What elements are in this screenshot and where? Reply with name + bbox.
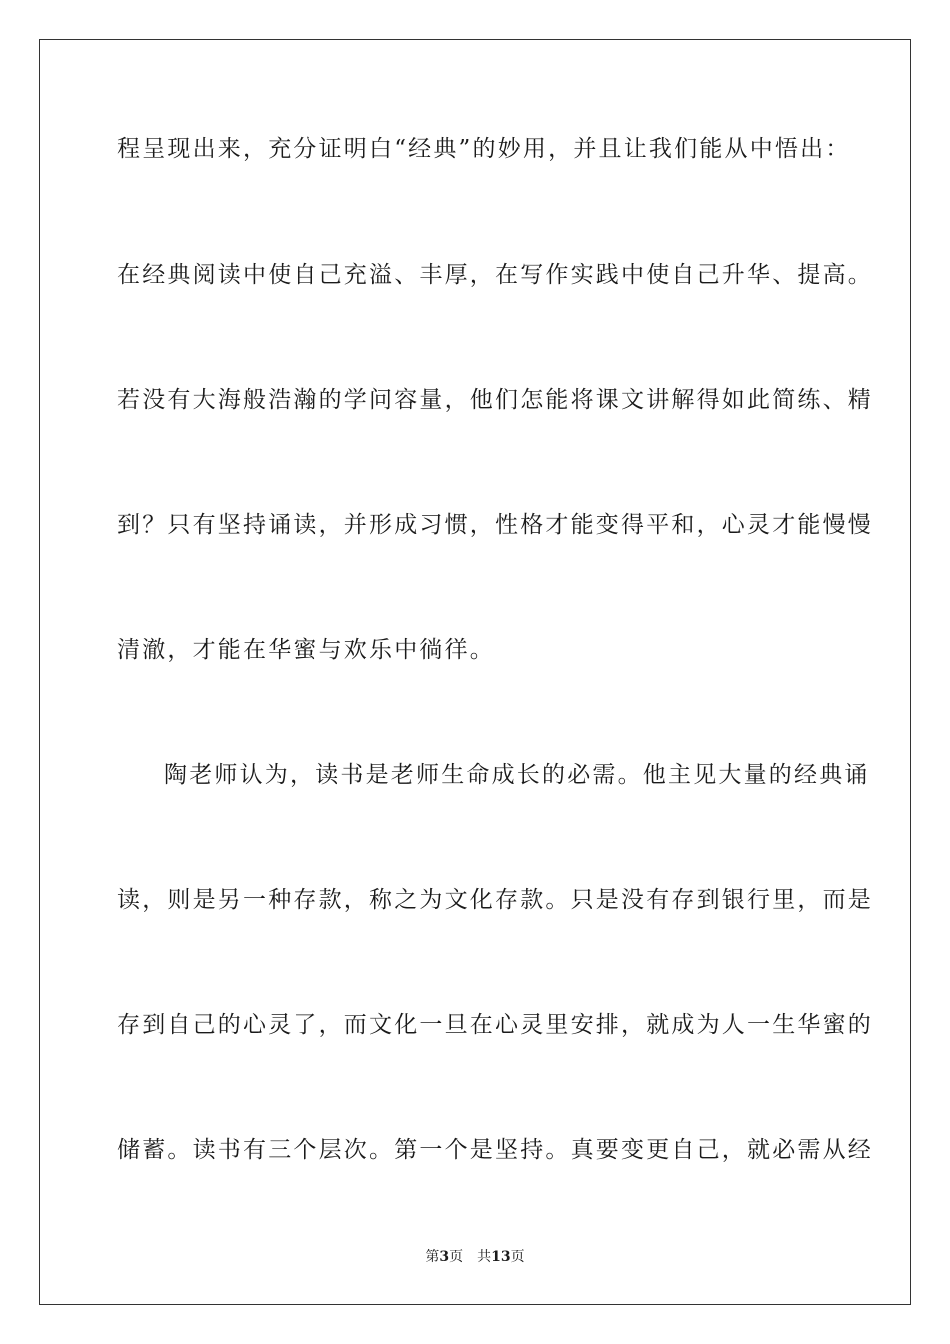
paragraph-first-line: 陶老师认为，读书是老师生命成长的必需。他主见大量的经典诵 (164, 762, 870, 788)
total-label-prefix: 共 (477, 1249, 492, 1265)
page-number: 3 (439, 1249, 450, 1265)
body-text-line: 若没有大海般浩瀚的学问容量，他们怎能将课文讲解得如此简练、精 (117, 387, 873, 413)
body-text-line: 程呈现出来，充分证明白“经典”的妙用，并且让我们能从中悟出： (117, 136, 851, 162)
page-frame (39, 39, 911, 1305)
total-label-suffix: 页 (510, 1249, 525, 1265)
body-text-line: 在经典阅读中使自己充溢、丰厚，在写作实践中使自己升华、提高。 (117, 262, 873, 288)
body-text-line: 清澈，才能在华蜜与欢乐中徜徉。 (117, 637, 495, 663)
body-text-line: 到？只有坚持诵读，并形成习惯，性格才能变得平和，心灵才能慢慢 (117, 512, 873, 538)
page-footer (0, 1248, 950, 1266)
body-text-line: 存到自己的心灵了，而文化一旦在心灵里安排，就成为人一生华蜜的 (117, 1012, 873, 1038)
page-label-suffix: 页 (449, 1249, 464, 1265)
page-label-prefix: 第 (425, 1249, 440, 1265)
body-text-line: 读，则是另一种存款，称之为文化存款。只是没有存到银行里，而是 (117, 887, 873, 913)
total-pages: 13 (491, 1249, 511, 1265)
body-text-line: 储蓄。读书有三个层次。第一个是坚持。真要变更自己，就必需从经 (117, 1137, 873, 1163)
